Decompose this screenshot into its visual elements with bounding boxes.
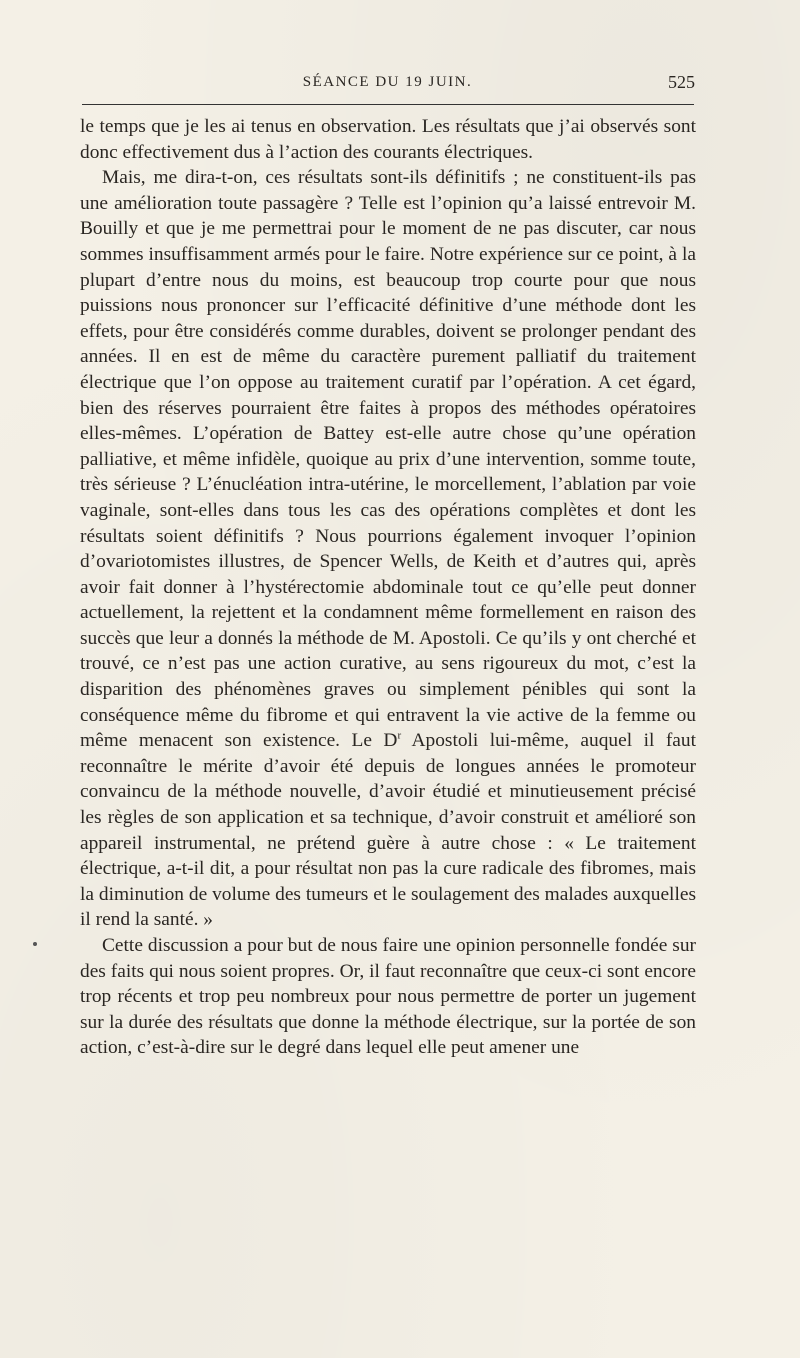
paragraph-text-part: Mais, me dira-t-on, ces résultats sont-ils définitifs ; ne constituent-ils pas une amélioration toute passagère ? Telle est l’opinion qu’a laissé entrevoir M. Bouilly et que je me permettrai pour le moment de ne pas discuter, car nous sommes insuffisamment armés pour le faire. Notre expérience sur ce point, à la plupart d’entre nous du moins, est beaucoup trop courte pour que nous puissions nous prononcer sur l’efficacité définitive d’une méthode dont les effets, pour être considérés comme durables, doivent se prolonger pendant des années. Il en est de même du caractère purement palliatif du traitement électrique que l’on oppose au traitement curatif par l’opération. A cet égard, bien des réserves pourraient être faites à propos des méthodes opératoires elles-mêmes. L’opération de Battey est-elle autre chose qu’une opération palliative, et même infidèle, quoique au prix d’une intervention, somme toute, très sérieuse ? L’énucléation intra-utérine, le morcellement, l’ablation par voie vaginale, sont-elles dans tous les cas des opérations complètes et dont les résultats soient définitifs ? Nous pourrions également invoquer l’opinion d’ovariotomistes illustres, de Spencer Wells, de Keith et d’autres qui, après avoir fait donner à l’hystérectomie abdominale tout ce qu’elle peut donner actuellement, la rejettent et la condamnent même formellement en raison des succès que leur a donnés la méthode de M. Apostoli. Ce qu’ils y ont cherché et trouvé, ce n’est pas une action curative, au sens rigoureux du mot, c’est la disparition des phénomènes graves ou simplement pénibles qui sont la conséquence même du fibrome et qui entravent la vie active de la femme ou même menacent son existence. Le D: [80, 167, 696, 752]
paragraph-cette-discussion: Cette discussion a pour but de nous faire une opinion personnelle fondée sur des faits qui nous soient propres. Or, il faut reconnaître que ceux-ci sont encore trop récents et trop peu nombreux pour nous permettre de porter un jugement sur la durée des résultats que donne la méthode électrique, sur la portée de son action, c’est-à-dire sur le degré dans lequel elle peut amener une: [80, 935, 696, 1059]
page-number: 525: [668, 72, 695, 92]
paragraph-continued: le temps que je les ai tenus en observation. Les résultats que j’ai observés sont donc effectivement dus à l’action des courants électriques.: [80, 116, 696, 163]
superscript-r: r: [397, 729, 402, 742]
running-title: SÉANCE DU 19 JUIN.: [302, 74, 473, 90]
margin-speck: [33, 942, 37, 946]
header-rule: [82, 104, 694, 105]
paragraph-mais-me-dira-t-on: [80, 165, 696, 933]
paragraph-text-part: Apostoli lui-même, auquel il faut reconnaître le mérite d’avoir été depuis de longues années le promoteur convaincu de la méthode nouvelle, d’avoir étudié et minutieusement précisé les règles de son application et sa technique, d’avoir construit et amélioré son appareil instrumental, ne prétend guère à autre chose : « Le traitement électrique, a-t-il dit, a pour résultat non pas la cure radicale des fibromes, mais la diminution de volume des tumeurs et le soulagement des malades auxquelles il rend la santé. »: [80, 730, 696, 931]
body-text: [80, 114, 696, 1061]
page-header: [80, 70, 695, 100]
